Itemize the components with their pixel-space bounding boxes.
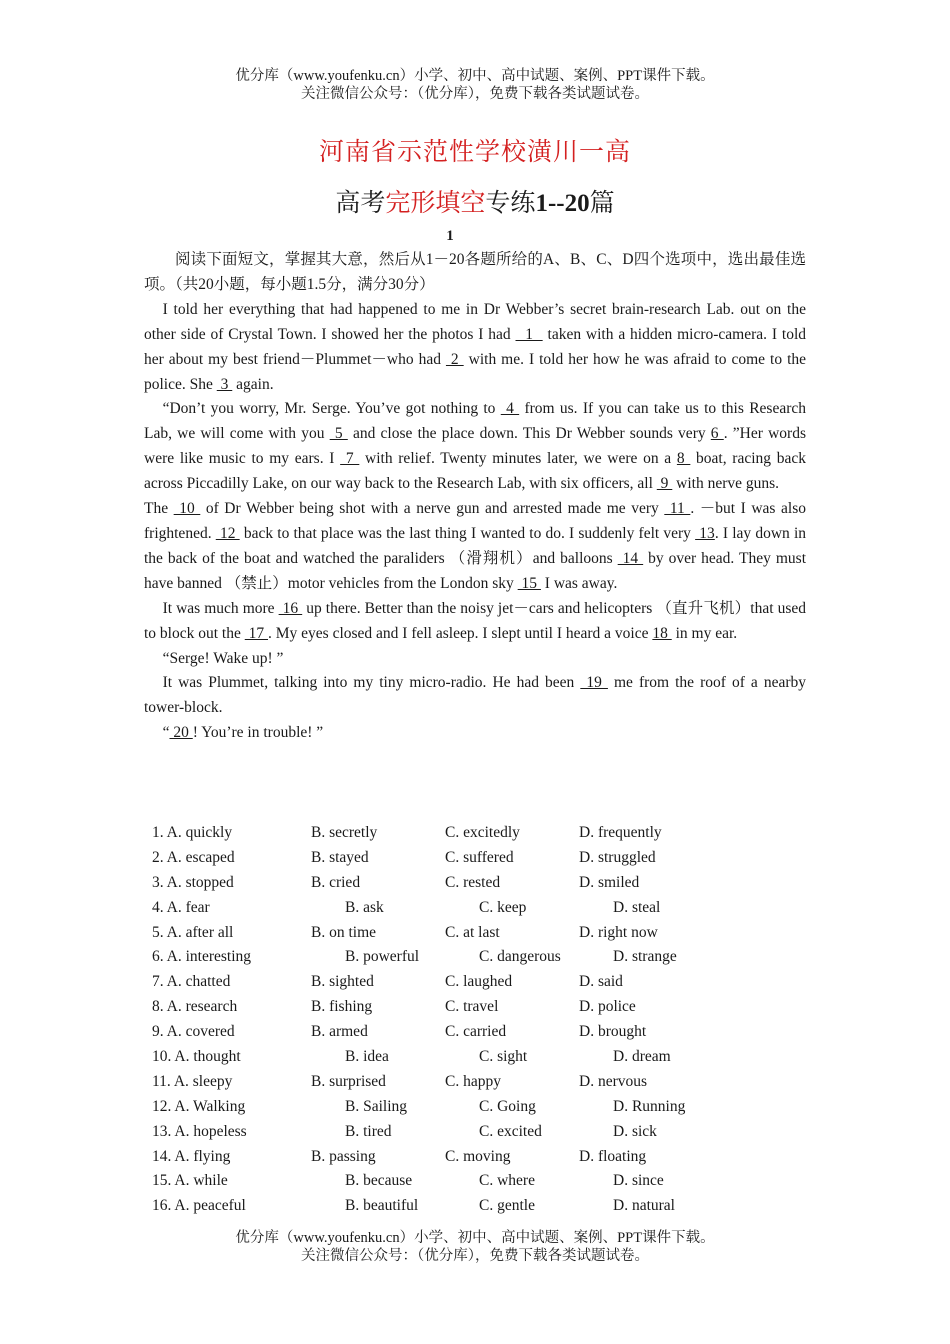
blank-13: 13 [695,524,715,542]
blank-20: 20 [169,724,193,742]
subtitle-suffix: 篇 [589,190,615,217]
footer-line-2: 关注微信公众号：（优分库），免费下载各类试题试卷。 [301,1248,649,1264]
subtitle-highlight: 完形填空 [385,190,486,217]
blank-4: 4 [500,400,520,418]
subtitle-range: 1--20 [535,190,590,217]
header-line-2: 关注微信公众号：（优分库），免费下载各类试题试卷。 [301,86,649,102]
document-subtitle [0,183,950,219]
blank-8: 8 [676,450,691,468]
subtitle-prefix: 高考 [335,190,386,217]
blank-15: 15 [517,574,541,592]
blank-14: 14 [617,549,644,567]
blank-1: 1 [515,325,543,343]
blank-16: 16 [278,599,303,617]
section-number: 1 [446,228,454,244]
blank-6: 6 [710,425,724,443]
blank-9: 9 [656,475,673,493]
blank-17: 17 [244,624,268,642]
passage-paragraph-6: It was Plummet, talking into my tiny micro-radio. He had been 19 me from the roof of a nearby tower-block. [144,674,807,717]
blank-11: 11 [664,500,691,518]
blank-12: 12 [215,524,240,542]
blank-3: 3 [216,375,233,393]
passage-paragraph-1: I told her everything that had happened to me in Dr Webber’s secret brain-research Lab. out on the other side of Crystal Town. I showed her the photos I had 1 taken with a hidden micro-camera. I told her about my best friend－Plummet－who had 2 with me. I told her how he was afraid to come to the police. She 3 again. [144,300,807,393]
school-title: 河南省示范性学校潢川一高 [318,139,631,166]
passage-paragraph-3: The 10 of Dr Webber being shot with a nerve gun and arrested made me very 11 . －but I was also frightened. 12 back to that place was the last thing I wanted to do. I suddenly felt very 13. I lay down in the back of the boat and watched the paraliders （滑翔机）and balloons 14 by over head. They must have banned （禁止）motor vehicles from the London sky 15 I was away. [144,500,807,592]
footer-line-1: 优分库（www.youfenku.cn）小学、初中、高中试题、案例、PPT课件下载。 [235,1230,715,1246]
passage-paragraph-2: “Don’t you worry, Mr. Serge. You’ve got nothing to 4 from us. If you can take us to this Research Lab, we will come with you 5 and close the place down. This Dr Webber sounds very 6 . ”Her words were like music to my ears. I 7 with relief. Twenty minutes later, we were on a 8 boat, racing back across Piccadilly Lake, on our way back to the Research Lab, with six officers, all 9 with nerve guns. [144,400,806,493]
blank-18: 18 [652,624,672,642]
blank-10: 10 [173,500,201,518]
header-line-1: 优分库（www.youfenku.cn）小学、初中、高中试题、案例、PPT课件下载。 [235,68,715,84]
passage-paragraph-4: It was much more 16 up there. Better than the noisy jet－cars and helicopters （直升飞机）that used to block out the 17 . My eyes closed and I fell asleep. I slept until I heard a voice 18 in my ear. [144,599,807,642]
blank-2: 2 [445,350,464,368]
passage-body [144,248,806,746]
blank-7: 7 [340,450,360,468]
passage-paragraph-7: “ 20 ! You’re in trouble! ” [162,724,324,742]
subtitle-mid: 专练 [485,190,536,217]
blank-5: 5 [329,425,348,443]
passage-paragraph-5: “Serge! Wake up! ” [162,649,284,667]
blank-19: 19 [580,674,608,692]
instructions: 阅读下面短文，掌握其大意，然后从1－20各题所给的A、B、C、D四个选项中，选出最佳选项。（共20小题，每小题1.5分，满分30分） [144,251,806,293]
